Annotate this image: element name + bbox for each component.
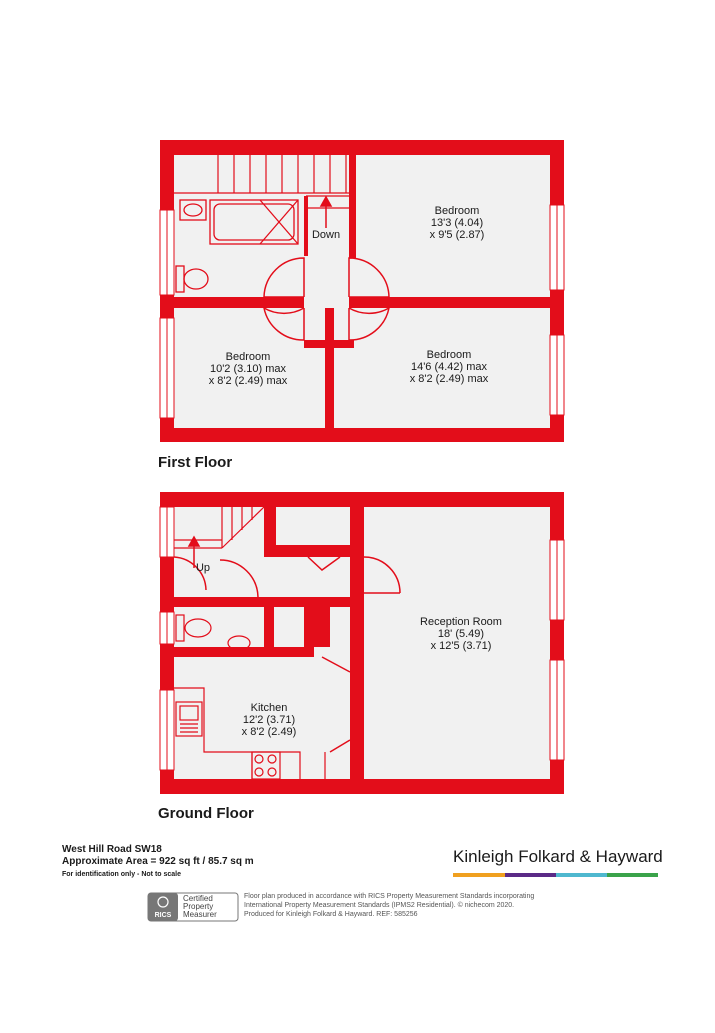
rics-line3: Measurer [183, 910, 217, 919]
note-line1: Floor plan produced in accordance with RICS Property Measurement Standards incorporating [244, 893, 535, 900]
reception-dim2: x 12'5 (3.71) [430, 640, 492, 652]
brand-stripe-segment [453, 873, 505, 877]
hall-closet-floor [274, 607, 304, 647]
cupboard-floor [276, 507, 350, 545]
down-label: Down [311, 229, 341, 241]
wall-segment [304, 597, 314, 657]
bedroom-2-dim1: 10'2 (3.10) max [209, 363, 287, 375]
bedroom-1-dim1: 13'3 (4.04) [430, 217, 484, 229]
rics-line2: Property [183, 902, 214, 911]
rics-badge [148, 893, 238, 921]
rics-line1: Certified [183, 894, 213, 903]
first-floor-title: First Floor [158, 454, 233, 471]
wall-segment [174, 297, 304, 308]
kitchen-name: Kitchen [250, 702, 288, 714]
wall-segment [349, 155, 356, 255]
wall-segment [304, 196, 308, 256]
wall-segment [160, 597, 220, 607]
note-line3: Produced for Kinleigh Folkard & Hayward. REF: 585256 [244, 911, 418, 918]
brand-name: Kinleigh Folkard & Hayward [453, 847, 663, 866]
brand-stripe-segment [607, 873, 658, 877]
wall-segment [220, 597, 230, 607]
address: West Hill Road SW18 [62, 844, 162, 855]
store-floor [330, 607, 350, 647]
up-label: Up [195, 562, 211, 574]
ground-floor-plan [160, 492, 564, 794]
first-floor-plan [160, 140, 564, 442]
bedroom-2-name: Bedroom [225, 351, 271, 363]
bedroom-3-dim1: 14'6 (4.42) max [410, 361, 488, 373]
stairs-floor [174, 155, 349, 195]
bedroom-2-dim2: x 8'2 (2.49) max [208, 375, 288, 387]
wc-floor [174, 607, 264, 647]
brand-stripe-segment [505, 873, 556, 877]
reception-dim1: 18' (5.49) [437, 628, 485, 640]
wall-segment [350, 507, 364, 779]
bedroom-1-dim2: x 9'5 (2.87) [429, 229, 485, 241]
brand-stripe-segment [556, 873, 607, 877]
wall-segment [264, 545, 308, 557]
landing-gap [304, 297, 349, 308]
bedroom-1-name: Bedroom [434, 205, 480, 217]
rics-logo-text: RICS [154, 912, 172, 919]
kitchen-dim2: x 8'2 (2.49) [241, 726, 297, 738]
note-line2: International Property Measurement Standards (IPMS2 Residential). © nichecom 2020. [244, 902, 515, 909]
reception-name: Reception Room [420, 616, 502, 628]
wall-segment [325, 308, 334, 428]
bedroom-3-dim2: x 8'2 (2.49) max [409, 373, 489, 385]
wall-segment [304, 340, 354, 348]
ground-floor-title: Ground Floor [158, 805, 254, 822]
approximate-area: Approximate Area = 922 sq ft / 85.7 sq m [62, 856, 254, 867]
kitchen-dim1: 12'2 (3.71) [242, 714, 296, 726]
disclaimer: For identification only - Not to scale [62, 871, 182, 878]
wall-segment [349, 297, 550, 308]
wall-segment [174, 647, 304, 657]
brand-stripe [453, 873, 658, 877]
bedroom-3-name: Bedroom [426, 349, 472, 361]
